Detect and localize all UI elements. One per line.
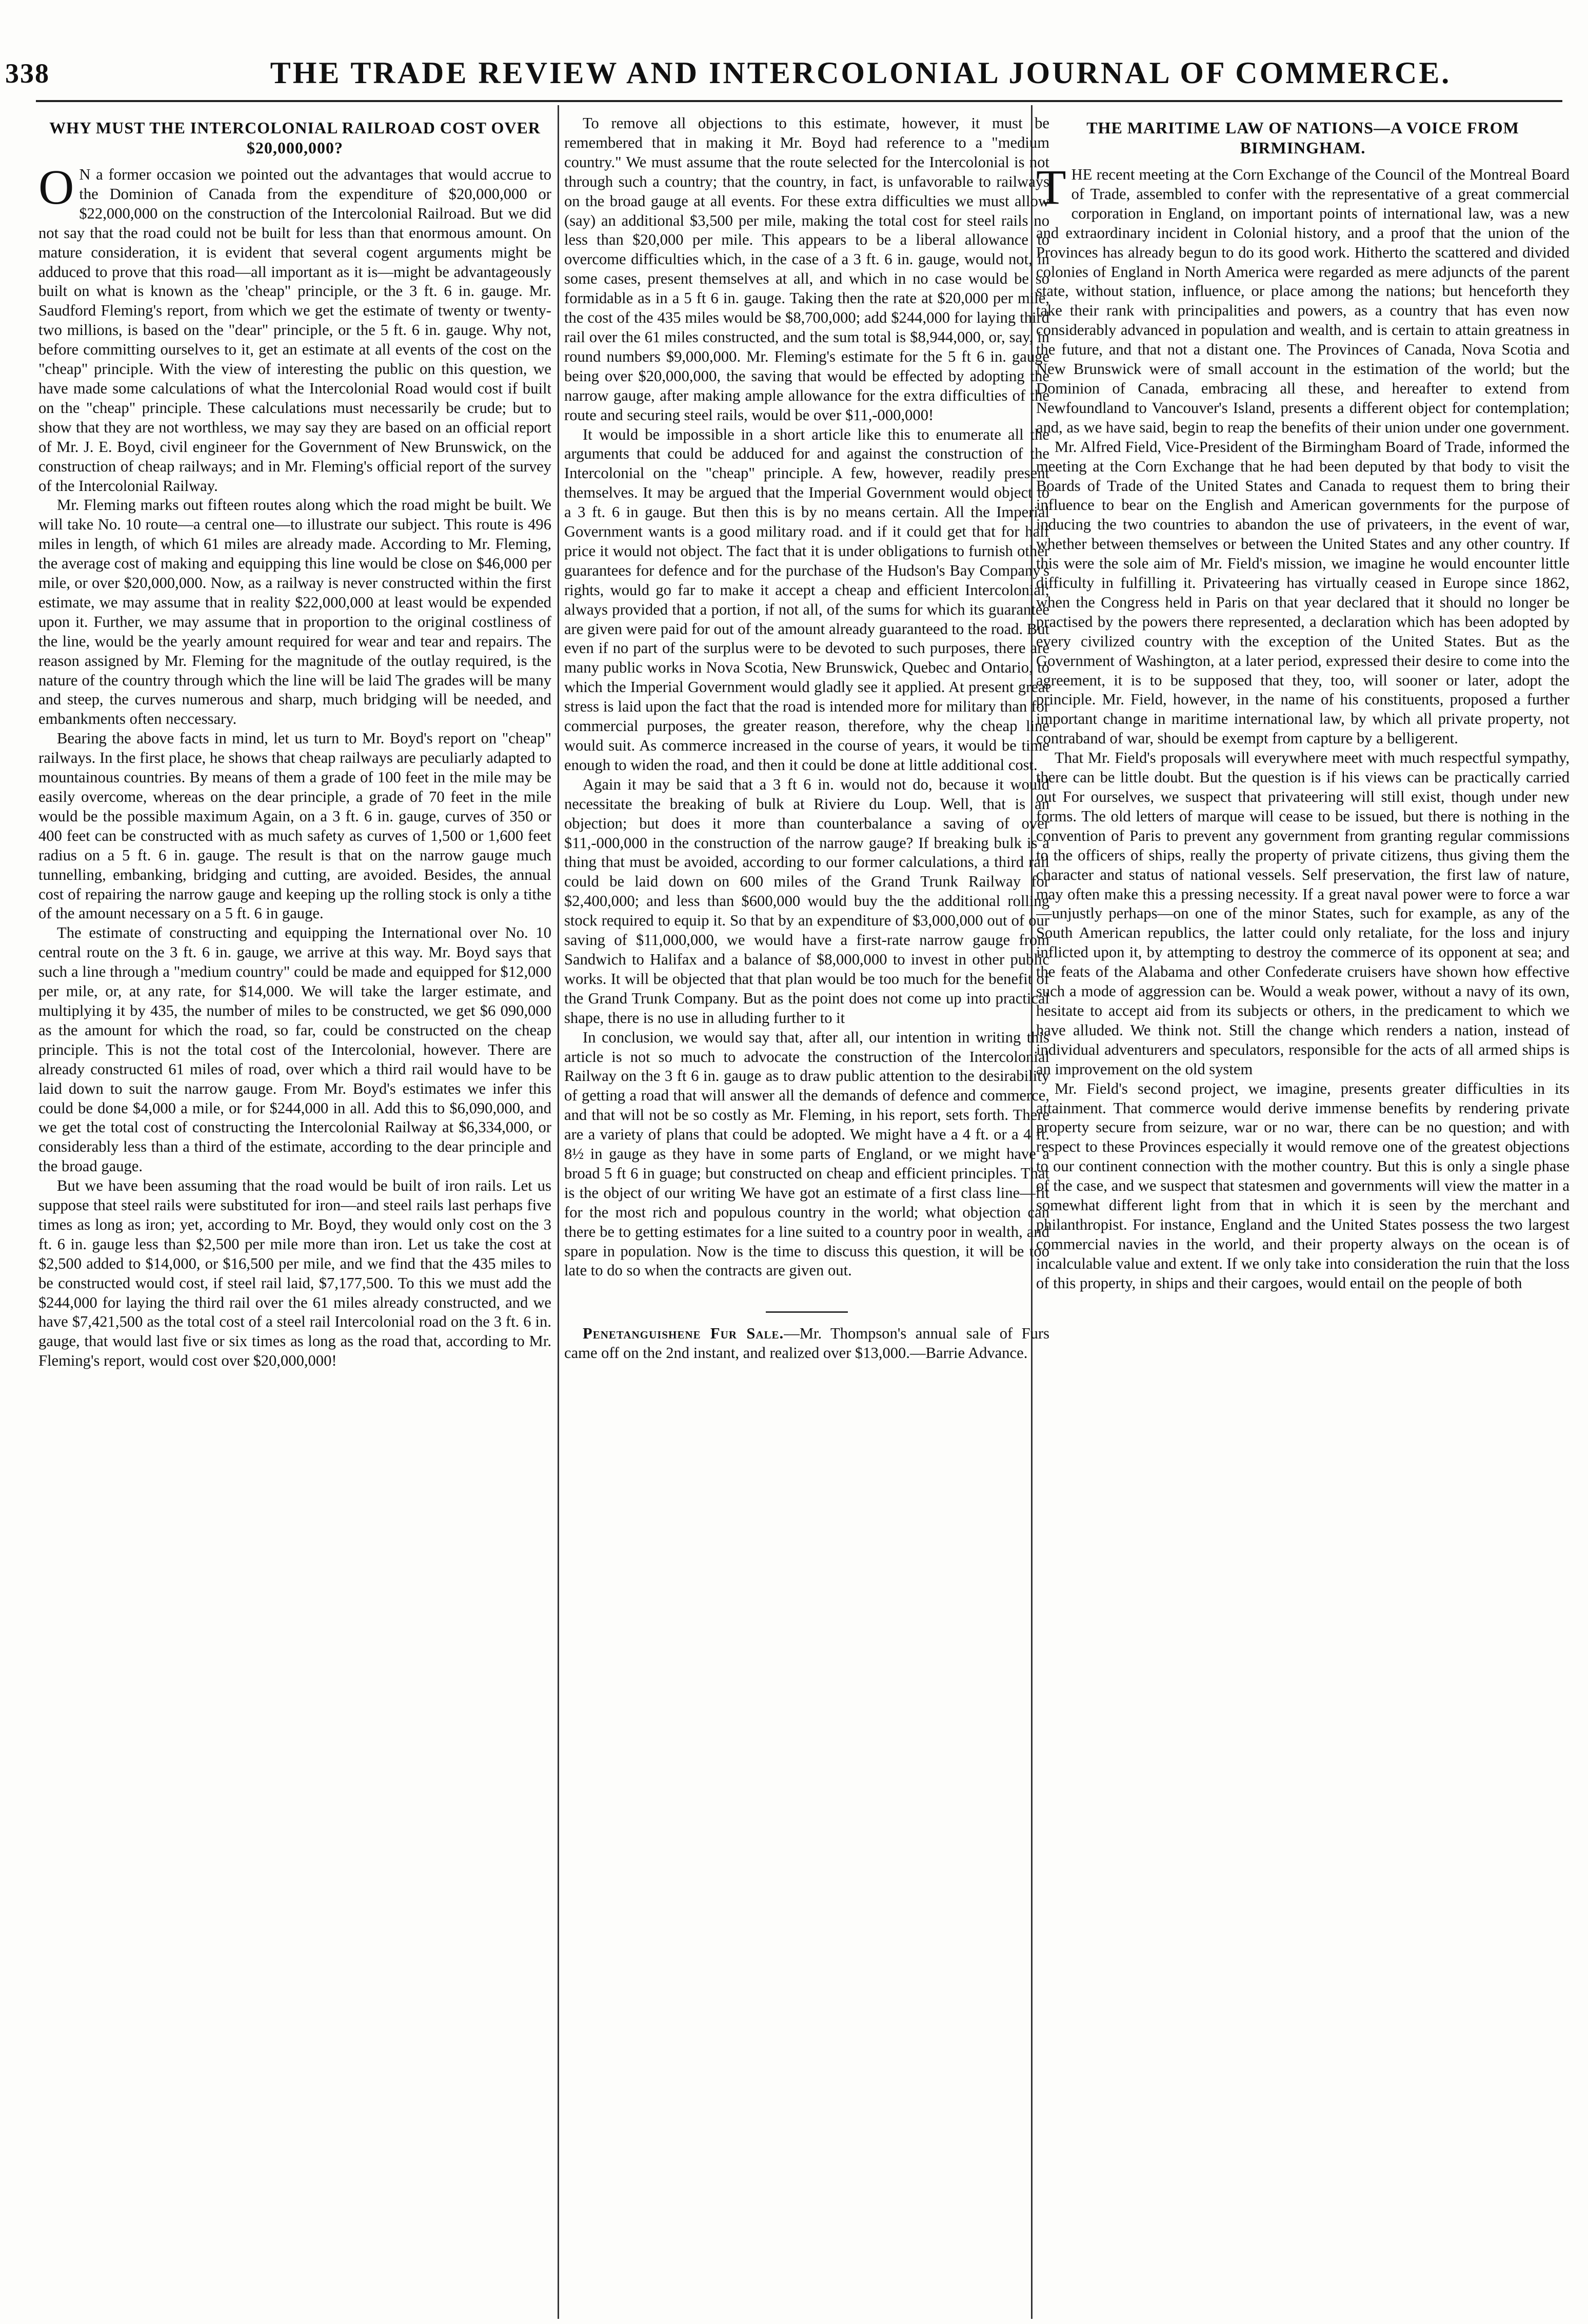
article-paragraph: It would be impossible in a short article like this to enumerate all the arguments that could be adduced for and against the construction of the Intercolonial on the "cheap" principle. A few, however, readily present themselves. It may be argued that the Imperial Government would object to a 3 ft. 6 in gauge. But then this is by no means certain. All the Imperial Government wants is a good military road. and if it could get that for half price it would not object. The fact that it is under obligations to furnish other guarantees for defence and for the purchase of the Hudson's Bay Company's rights, would go far to make it accept a cheap and efficient Intercolonial; always provided that a portion, if not all, of the sums for which its guarantee are given were paid for out of the amount already guaranteed to the road. But even if no part of the surplus were to be devoted to such purposes, there are many public works in Nova Scotia, New Brunswick, Quebec and Ontario, to which the Imperial Government would gladly see it applied. At present great stress is laid upon the fact that the road is intended more for military than for commercial purposes, the greater reason, therefore, why the cheap line would suit. As commerce increased in the course of years, it would be time enough to widen the road, and then it could be done at little additional cost. bbox=[564, 425, 1049, 774]
article-paragraph bbox=[1036, 160, 1570, 438]
article-paragraph: In conclusion, we would say that, after all, our intention in writing this article is not so much to advocate the construction of the Intercolonial Railway on the 3 ft 6 in. gauge as to draw public attention to the desirability of getting a road that will answer all the demands of defence and commerce, and that will not be so costly as Mr. Fleming, in his report, sets forth. There are a variety of plans that could be adopted. We might have a 4 ft. or a 4 ft. 8½ in gauge as they have in some parts of England, or we might have a broad 5 ft 6 in guage; but constructed on cheap and efficient principles. That is the object of our writing We have got an estimate of a first class line—fit for the most rich and populous country in the world; what objection can there be to getting estimates for a line suited to a country poor in wealth, and spare in population. Now is the time to discuss this question, it will be too late to do so when the contracts are given out. bbox=[564, 1028, 1049, 1279]
news-note bbox=[564, 1324, 1049, 1363]
article-headline: THE MARITIME LAW OF NATIONS—A VOICE FROM BIRMINGHAM. bbox=[1086, 119, 1519, 157]
article-paragraph: The estimate of constructing and equipping the International over No. 10 central route on the 3 ft. 6 in. gauge, we arrive at this way. Mr. Boyd says that such a line through a "medium country" could be made and equipped for $12,000 per mile, or, at any rate, for $14,000. We will take the larger estimate, and multiplying it by 435, the number of miles to be constructed, we get $6 090,000 as the amount for which the road, so far, could be constructed on the cheap principle. This is not the total cost of the Intercolonial, however. There are already constructed 61 miles of road, over which a third rail would have to be laid down to suit the narrow gauge. From Mr. Boyd's estimates we infer this could be done $4,000 a mile, or for $244,000 in all. Add this to $6,090,000, and we get the total cost of constructing the Intercolonial Railway at $6,334,000, or considerably less than a third of the estimate, according to the dear principle and the broad gauge. bbox=[38, 924, 551, 1175]
article-paragraph: Mr. Field's second project, we imagine, presents greater difficulties in its attainment. That commerce would derive immense benefits by rendering private property secure from seizure, war or no war, there can be no question; and with respect to these Provinces especially it would remove one of the greatest objections to our continent connection with the mother country. But this is only a single phase of the case, and we suspect that statesmen and governments will view the matter in a somewhat different light from that in which it is seen by the merchant and philanthropist. For instance, England and the United States possess the two largest commercial navies in the world, and their property always on the ocean is of incalculable value and extent. If we only take into consideration the ruin that the loss of this property, in ships and their cargoes, would entail on the people of both bbox=[1036, 1079, 1570, 1292]
drop-cap: T bbox=[1036, 160, 1066, 214]
journal-title: THE TRADE REVIEW AND INTERCOLONIAL JOURNAL OF COMMERCE. bbox=[270, 56, 1452, 90]
article-paragraph: To remove all objections to this estimate, however, it must be remembered that in making it Mr. Boyd had reference to a "medium country." We must assume that the route selected for the Intercolonial is not through such a country; that the country, in fact, is unfavorable to railways on the broad gauge at all events. For these extra difficulties we must allow (say) an additional $3,500 per mile, making the total cost for steel rails no less than $20,000 per mile. This appears to be a liberal allowance to overcome difficulties which, in the case of a 3 ft. 6 in. gauge, would not, in some cases, present themselves at all, and which in no case would be so formidable as in a 5 ft 6 in. gauge. Taking then the rate at $20,000 per mile, the cost of the 435 miles would be $8,700,000; add $244,000 for laying third rail over the 61 miles constructed, and the sum total is $8,944,000, or, say, in round numbers $9,000,000. Mr. Fleming's estimate for the 5 ft 6 in. gauge being over $20,000,000, the saving that would be effected by adopting the narrow gauge, after making ample allowance for the extra difficulties of the route and securing steel rails, would be over $11,-000,000! bbox=[564, 114, 1049, 424]
article-column-1 bbox=[38, 114, 551, 2317]
page-number: 338 bbox=[5, 58, 50, 89]
paragraph-text: N a former occasion we pointed out the advantages that would accrue to the Dominion of Canada from the expenditure of $20,000,000 or $22,000,000 on the construction of the Intercolonial Railroad. But we did not say that the road could not be built for less than that enormous amount. On mature consideration, it is evident that several cogent arguments might be adduced to prove that this road—all important as it is—might be advantageously built on what is known as the 'cheap" principle, or the 3 ft. 6 in. gauge. Mr. Saudford Fleming's report, from which we get the estimate of twenty or twenty-two millions, is based on the "dear" principle, or the 5 ft. 6 in. gauge. Why not, before committing ourselves to it, get an estimate at all events of the cost on the "cheap" principle. With the view of interesting the public on this question, we have made some calculations of what the Intercolonial Road would cost if built on the "cheap" principle. These calculations must necessarily be crude; but to show that they are not worthless, we may say they are based on an official report of Mr. J. E. Boyd, civil engineer for the Government of New Brunswick, on the construction of cheap railways; and in Mr. Fleming's official report of the survey of the Intercolonial Railway. bbox=[38, 166, 551, 495]
article-paragraph: Mr. Alfred Field, Vice-President of the Birmingham Board of Trade, informed the meeting at the Corn Exchange that he had been deputed by that body to visit the Boards of Trade of the United States and Canada to request them to bring their influence to bear on the English and American governments for the purpose of inducing the two countries to abandon the use of privateers, in the event of war, whether between themselves or between the United States and any other country. If this were the sole aim of Mr. Field's mission, we imagine he would encounter little difficulty in fulfilling it. Privateering has virtually ceased in Europe since 1862, when the Congress held in Paris on that year declared that it should no longer be practised by the powers there represented, a declaration which has been adopted by every civilized country with the exception of the United States. But as the Government of Washington, at a later period, expressed their desire to come into the agreement, it is to be supposed that they, too, will sooner or later, adopt the principle. Mr. Field, however, in the name of his constituents, proposed a further important change in maritime international law, by which all private property, not contraband of war, should be exempt from capture by a belligerent. bbox=[1036, 438, 1570, 747]
drop-cap: O bbox=[38, 160, 74, 214]
note-body: —Mr. Thompson's annual sale of Furs came off on the 2nd instant, and realized over $13,000.—Barrie Advance. bbox=[564, 1325, 1049, 1362]
paragraph-text: HE recent meeting at the Corn Exchange of the Council of the Montreal Board of Trade, assembled to confer with the representative of a great commercial corporation in England, on important points of international law, was a new and extraordinary incident in Colonial history, and a proof that the union of the Provinces has already begun to do its good work. Hitherto the scattered and divided colonies of England in North America were regarded as mere adjuncts of the parent state, without station, influence, or place among the nations; but henceforth they take their rank with principalities and powers, as a country that has even now considerably advanced in population and wealth, and is certain to attain greatness in the future, and that not a distant one. The Provinces of Canada, Nova Scotia and New Brunswick were of small account in the estimation of the world; but the Dominion of Canada, embracing all these, and hereafter to extend from Newfoundland to Vancouver's Island, presents a different object for contemplation; and, as we have said, begin to reap the benefits of their union under one government. bbox=[1036, 166, 1570, 436]
header-rule bbox=[36, 100, 1562, 102]
article-column-3 bbox=[1036, 114, 1570, 2317]
article-paragraph: But we have been assuming that the road would be built of iron rails. Let us suppose that steel rails were substituted for iron—and steel rails last perhaps five times as long as iron; yet, according to Mr. Boyd, they would only cost on the 3 ft. 6 in. gauge less than $2,500 per mile more than iron. Let us take the cost at $2,500 added to $14,000, or $16,500 per mile, and we find that the 435 miles to be constructed would cost, if steel rail laid, $7,177,500. To this we must add the $244,000 for laying the third rail over the 61 miles already constructed, and we have $7,421,500 as the total cost of a steel rail Intercolonial road on the 3 ft. 6 in. gauge, that would last five or six times as long as the road that, according to Mr. Fleming's report, would cost over $20,000,000! bbox=[38, 1177, 551, 1370]
article-headline: WHY MUST THE INTERCOLONIAL RAILROAD COST OVER $20,000,000? bbox=[49, 119, 541, 157]
article-paragraph: That Mr. Field's proposals will everywhere meet with much respectful sympathy, there can be little doubt. But the question is if his views can be practically carried out For ourselves, we suspect that privateering will still exist, though under new forms. The old letters of marque will cease to be issued, but there is nothing in the convention of Paris to prevent any government from granting regular commissions to the officers of ships, really the property of private citizens, thus giving them the character and status of national vessels. Self preservation, the first law of nature, may often make this a pressing necessity. If a great naval power were to force a war—unjustly perhaps—on one of the minor States, such for example, as any of the South American republics, the latter could only retaliate, for the loss and injury inflicted upon it, by attempting to destroy the commerce of its opponent at sea; and the feats of the Alabama and other Confederate cruisers have shown how effective such a mode of aggression can be. Would a weak power, without a navy of its own, hesitate to accept aid from its subjects or others, in the predicament to which we have alluded. We think not. Still the change which renders a nation, instead of individual adventurers and speculators, responsible for the acts of all armed ships is an improvement on the old system bbox=[1036, 749, 1570, 1078]
article-paragraph: Bearing the above facts in mind, let us turn to Mr. Boyd's report on "cheap" railways. In the first place, he shows that cheap railways are peculiarly adapted to mountainous countries. By means of them a grade of 100 feet in the mile may be easily overcome, whereas on the dear principle, a grade of 70 feet in the mile would be the possible maximum Again, on a 3 ft. 6 in. gauge, curves of 350 or 400 feet can be constructed with as much safety as curves of 1,500 or 1,600 feet radius on a 5 ft. 6 in. gauge. The result is that on the narrow gauge much tunnelling, embanking, bridging and cutting, are avoided. Besides, the annual cost of repairing the narrow gauge and keeping up the rolling stock is only a tithe of the amount necessary on a 5 ft. 6 in gauge. bbox=[38, 730, 551, 922]
section-separator bbox=[766, 1311, 848, 1313]
article-paragraph: Again it may be said that a 3 ft 6 in. would not do, because it would necessitate the breaking of bulk at Riviere du Loup. Well, that is an objection; but does it more than counterbalance a saving of over $11,-000,000 in the construction of the narrow gauge? If breaking bulk is a thing that must be avoided, according to our former calculations, a third rail could be laid down on 600 miles of the Grand Trunk Railway for $2,400,000; and less than $600,000 would buy the the additional rolling stock required to equip it. So that by an expenditure of $3,000,000 out of our saving of $11,000,000, we would have a first-rate narrow gauge from Sandwich to Halifax and a balance of $8,000,000 to invest in other public works. It will be objected that that plan would be too much for the benefit of the Grand Trunk Company. But as the point does not come up into practical shape, there is no use in alluding further to it bbox=[564, 775, 1049, 1027]
article-paragraph bbox=[38, 160, 551, 496]
note-title: Penetanguishene Fur Sale. bbox=[583, 1325, 784, 1343]
column-divider bbox=[558, 105, 559, 2319]
running-head bbox=[0, 0, 1588, 103]
article-column-2 bbox=[564, 114, 1049, 2317]
article-paragraph: Mr. Fleming marks out fifteen routes along which the road might be built. We will take No. 10 route—a central one—to illustrate our subject. This route is 496 miles in length, of which 61 miles are already made. According to Mr. Fleming, the average cost of making and equipping this line would be close on $46,000 per mile, or over $20,000,000. Now, as a railway is never constructed within the first estimate, we may assume that in reality $22,000,000 at least would be expended upon it. Further, we may assume that in proportion to the original costliness of the line, would be the yearly amount required for wear and tear and repairs. The reason assigned by Mr. Fleming for the magnitude of the outlay required, is the nature of the country through which the line will be laid The grades will be many and steep, the curves numerous and sharp, much bridging will be needed, and embankments often neccessary. bbox=[38, 496, 551, 728]
